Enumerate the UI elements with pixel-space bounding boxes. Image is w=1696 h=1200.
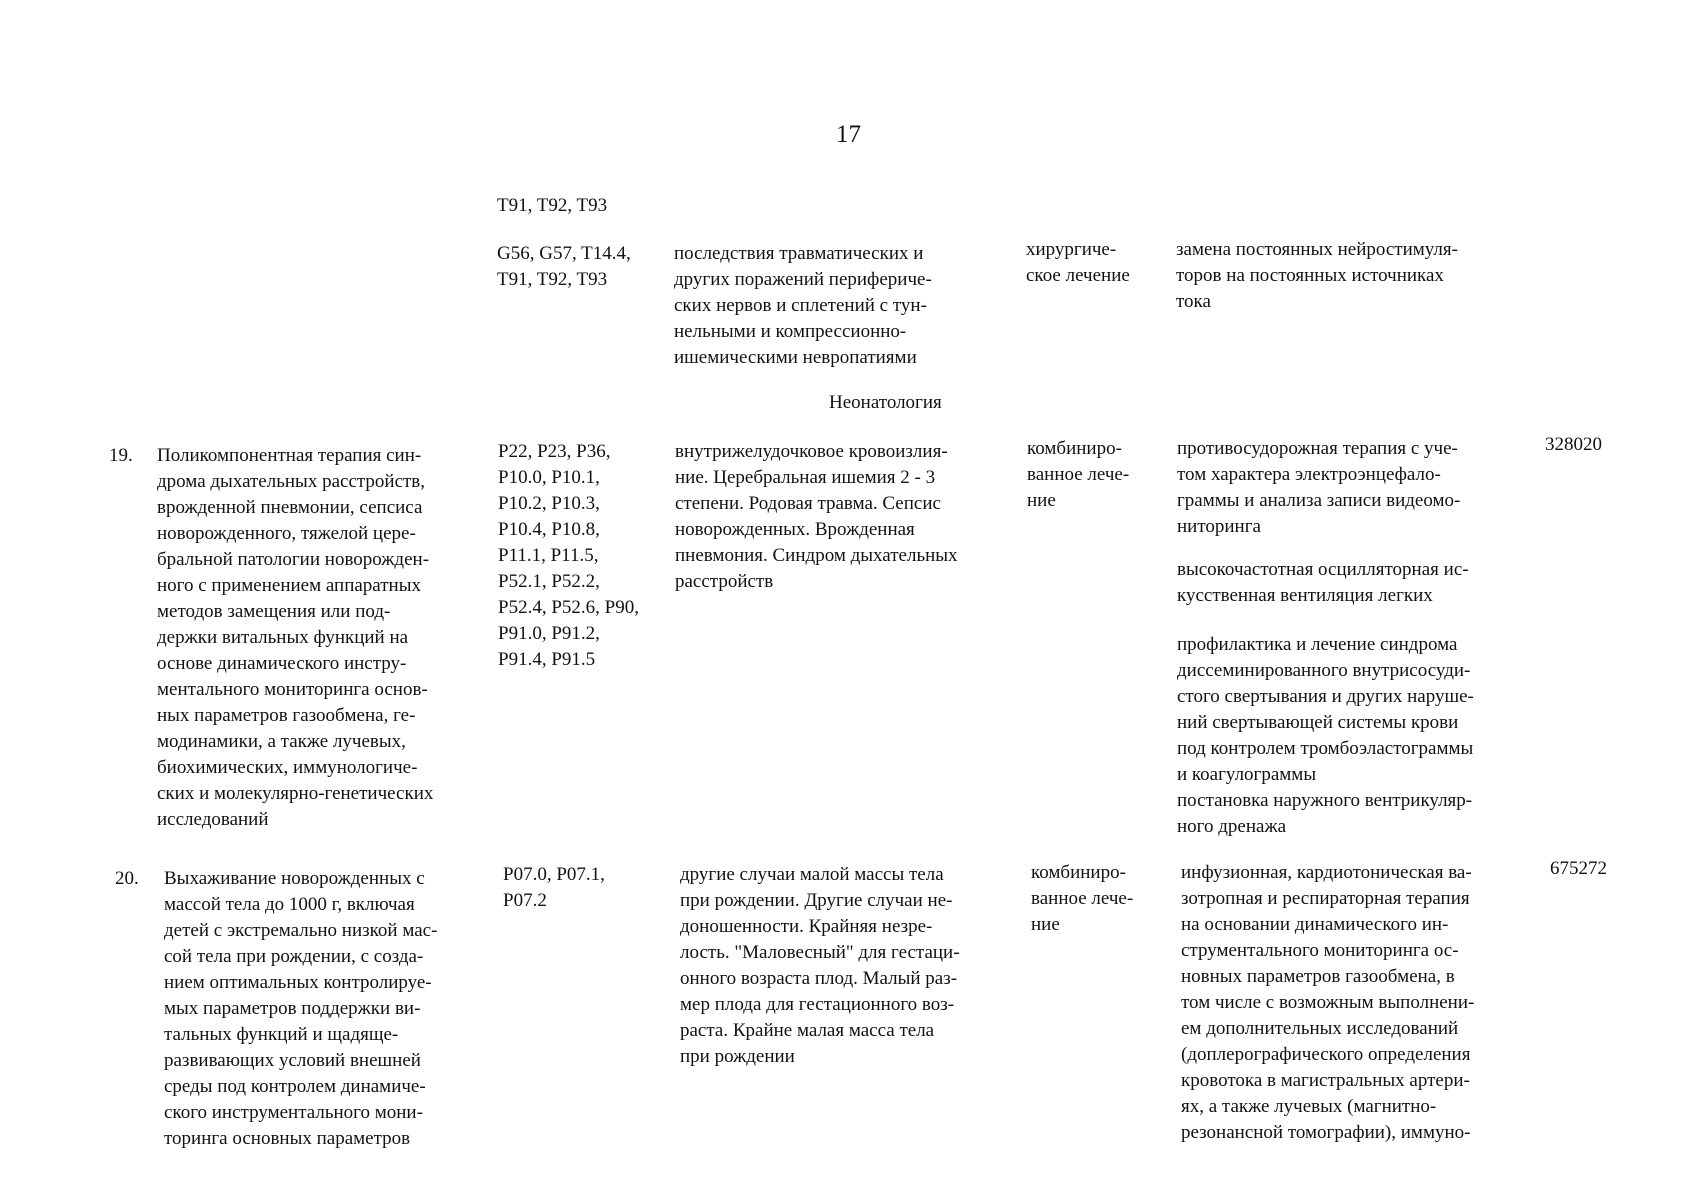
row-number: 19. (109, 445, 133, 466)
cont-row-method: замена постоянных нейростимуля- торов на постоянных источниках тока (1176, 239, 1458, 312)
row-treatment-type: комбиниро- ванное лече- ние (1027, 438, 1130, 511)
cont-top-codes: T91, T92, T93 (497, 195, 608, 216)
row-cost: 328020 (1545, 434, 1602, 455)
row-codes: P07.0, P07.1, P07.2 (503, 864, 605, 911)
row-treatment-type: комбиниро- ванное лече- ние (1031, 862, 1134, 935)
row-method: противосудорожная терапия с уче- том характера электроэнцефало- граммы и анализа записи видеомо- ниторинга (1177, 438, 1461, 537)
row-number: 20. (115, 868, 139, 889)
row-cost: 675272 (1550, 858, 1607, 879)
row-method: профилактика и лечение синдрома диссеминированного внутрисосуди- стого свертывания и других наруше- ний свертывающей системы крови под контролем тромбоэластограммы и коагулограммы постановка наружного вентрикуляр- ного дренажа (1177, 634, 1474, 837)
row-codes: P22, P23, P36, P10.0, P10.1, P10.2, P10.3, P10.4, P10.8, P11.1, P11.5, P52.1, P52.2, P52.4, P52.6, P90, P91.0, P91.2, P91.4, P91.5 (498, 441, 639, 670)
row-method: высокочастотная осцилляторная ис- кусственная вентиляция легких (1177, 559, 1469, 606)
cont-row-codes: G56, G57, T14.4, T91, T92, T93 (497, 243, 631, 290)
page-number: 17 (836, 121, 861, 148)
row-diagnosis: другие случаи малой массы тела при рождении. Другие случаи не- доношенности. Крайняя незре- лость. "Маловесный" для гестаци- онного возраста плод. Малый раз- мер плода для гестационного воз- раста. Крайне малая масса тела при рождении (680, 864, 960, 1067)
row-diagnosis: внутрижелудочковое кровоизлия- ние. Церебральная ишемия 2 - 3 степени. Родовая травма. Сепсис новорожденных. Врожденная пневмония. Синдром дыхательных расстройств (675, 441, 958, 592)
row-name: Выхаживание новорожденных с массой тела до 1000 г, включая детей с экстремально низкой мас- сой тела при рождении, с созда- нием оптимальных контролируе- мых параметров поддержки ви- тальных функций и щадяще- развивающих условий внешней среды под контролем динамиче- ского инструментального мони- торинга основных параметров (164, 868, 438, 1149)
cont-row-treatment-type: хирургиче- ское лечение (1026, 239, 1130, 286)
section-title: Неонатология (829, 392, 942, 413)
row-method: инфузионная, кардиотоническая ва- зотропная и респираторная терапия на основании динамического ин- струментального мониторинга ос- новных параметров газообмена, в том числе с возможным выполнени- ем дополнительных исследований (доплерографического определения кровотока в магистральных артери- ях, а также лучевых (магнитно- резонансной томографии), иммуно- (1181, 862, 1475, 1143)
row-name: Поликомпонентная терапия син- дрома дыхательных расстройств, врожденной пневмонии, сепсиса новорожденного, тяжелой цере- бральной патологии новорожден- ного с применением аппаратных методов замещения или под- держки витальных функций на основе динамического инстру- ментального мониторинга основ- ных параметров газообмена, ге- модинамики, а также лучевых, биохимических, иммунологиче- ских и молекулярно-генетических исследований (157, 445, 434, 830)
cont-row-diagnosis: последствия травматических и других поражений перифериче- ских нервов и сплетений с тун- нельными и компрессионно- ишемическими невропатиями (674, 243, 932, 368)
